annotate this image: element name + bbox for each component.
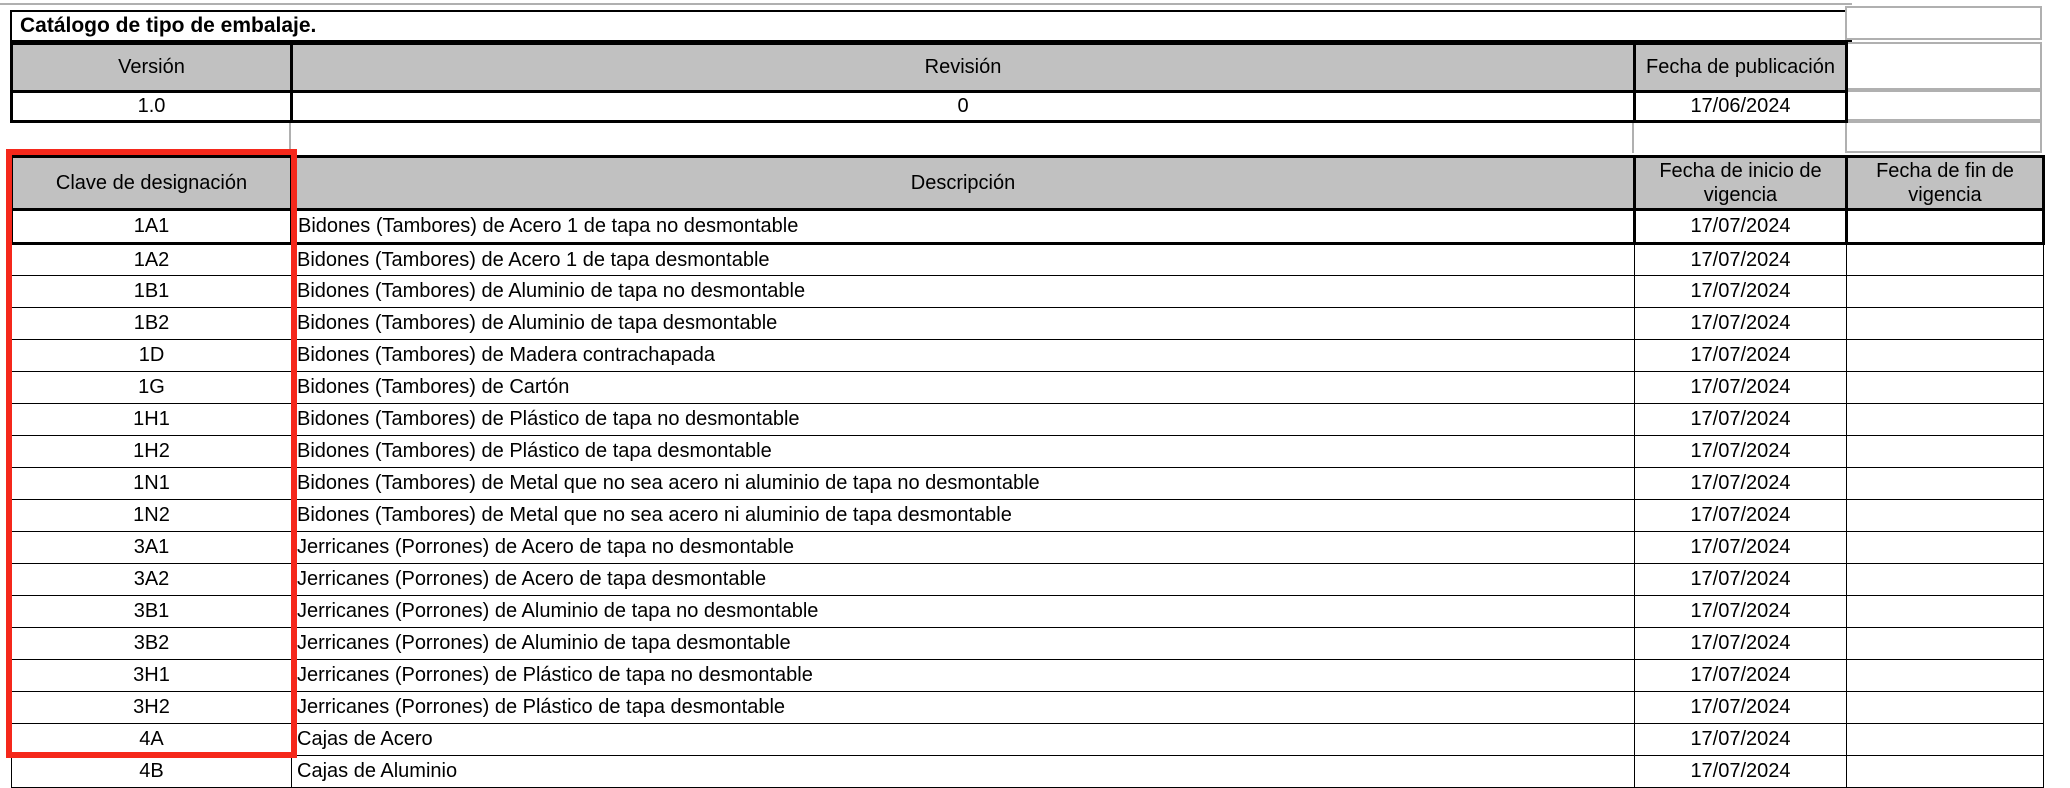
table-row bbox=[12, 660, 2044, 692]
cell-description[interactable]: Bidones (Tambores) de Aluminio de tapa desmontable bbox=[292, 308, 1635, 340]
table-row bbox=[12, 308, 2044, 340]
version-value-row bbox=[12, 92, 1847, 122]
empty-cell[interactable] bbox=[1845, 121, 2042, 153]
cell-start-date[interactable]: 17/07/2024 bbox=[1635, 724, 1847, 756]
cell-description[interactable]: Jerricanes (Porrones) de Aluminio de tapa desmontable bbox=[292, 628, 1635, 660]
version-header-cell[interactable]: Versión bbox=[12, 44, 292, 92]
table-row bbox=[12, 564, 2044, 596]
cell-start-date[interactable]: 17/07/2024 bbox=[1635, 500, 1847, 532]
revision-header-cell[interactable]: Revisión bbox=[292, 44, 1635, 92]
cell-designation-key[interactable]: 1A1 bbox=[12, 210, 292, 244]
cell-start-date[interactable]: 17/07/2024 bbox=[1635, 436, 1847, 468]
table-row bbox=[12, 532, 2044, 564]
designation-key-header-cell[interactable]: Clave de designación bbox=[12, 157, 292, 210]
cell-end-date[interactable] bbox=[1847, 596, 2044, 628]
cell-end-date[interactable] bbox=[1847, 564, 2044, 596]
sheet-title-cell[interactable] bbox=[10, 10, 1852, 42]
table-row bbox=[12, 628, 2044, 660]
cell-description[interactable]: Bidones (Tambores) de Aluminio de tapa no desmontable bbox=[292, 276, 1635, 308]
gridline-stub bbox=[1632, 121, 1634, 153]
cell-start-date[interactable]: 17/07/2024 bbox=[1635, 692, 1847, 724]
table-row bbox=[12, 276, 2044, 308]
table-row bbox=[12, 596, 2044, 628]
cell-start-date[interactable]: 17/07/2024 bbox=[1635, 276, 1847, 308]
cell-description[interactable]: Bidones (Tambores) de Acero 1 de tapa desmontable bbox=[292, 244, 1635, 276]
cell-start-date[interactable]: 17/07/2024 bbox=[1635, 756, 1847, 788]
cell-description[interactable]: Bidones (Tambores) de Metal que no sea acero ni aluminio de tapa desmontable bbox=[292, 500, 1635, 532]
cell-end-date[interactable] bbox=[1847, 756, 2044, 788]
top-gridline bbox=[0, 3, 1852, 5]
table-row bbox=[12, 244, 2044, 276]
cell-designation-key[interactable]: 4B bbox=[12, 756, 292, 788]
cell-description[interactable]: Cajas de Acero bbox=[292, 724, 1635, 756]
version-header-row bbox=[12, 44, 1847, 92]
cell-start-date[interactable]: 17/07/2024 bbox=[1635, 564, 1847, 596]
cell-start-date[interactable]: 17/07/2024 bbox=[1635, 244, 1847, 276]
table-row bbox=[12, 692, 2044, 724]
cell-description[interactable]: Cajas de Aluminio bbox=[292, 756, 1635, 788]
empty-cell[interactable] bbox=[1845, 90, 2042, 121]
cell-end-date[interactable] bbox=[1847, 500, 2044, 532]
empty-cell[interactable] bbox=[1845, 42, 2042, 90]
cell-start-date[interactable]: 17/07/2024 bbox=[1635, 308, 1847, 340]
cell-end-date[interactable] bbox=[1847, 532, 2044, 564]
cell-description[interactable]: Bidones (Tambores) de Madera contrachapada bbox=[292, 340, 1635, 372]
cell-designation-key[interactable]: 3A1 bbox=[12, 532, 292, 564]
catalog-header-row bbox=[12, 157, 2044, 210]
empty-cell[interactable] bbox=[1845, 6, 2042, 40]
cell-end-date[interactable] bbox=[1847, 340, 2044, 372]
cell-end-date[interactable] bbox=[1847, 724, 2044, 756]
cell-description[interactable]: Jerricanes (Porrones) de Plástico de tapa desmontable bbox=[292, 692, 1635, 724]
table-row bbox=[12, 372, 2044, 404]
table-row bbox=[12, 404, 2044, 436]
cell-end-date[interactable] bbox=[1847, 660, 2044, 692]
cell-end-date[interactable] bbox=[1847, 628, 2044, 660]
cell-description[interactable]: Bidones (Tambores) de Cartón bbox=[292, 372, 1635, 404]
cell-designation-key[interactable]: 1H2 bbox=[12, 436, 292, 468]
page-title: Catálogo de tipo de embalaje. bbox=[20, 14, 317, 37]
cell-designation-key[interactable]: 4A bbox=[12, 724, 292, 756]
table-row bbox=[12, 436, 2044, 468]
cell-end-date[interactable] bbox=[1847, 244, 2044, 276]
table-row bbox=[12, 340, 2044, 372]
description-header-cell[interactable]: Descripción bbox=[292, 157, 1635, 210]
cell-designation-key[interactable]: 3H1 bbox=[12, 660, 292, 692]
table-row bbox=[12, 756, 2044, 788]
cell-end-date[interactable] bbox=[1847, 692, 2044, 724]
cell-start-date[interactable]: 17/07/2024 bbox=[1635, 210, 1847, 244]
cell-designation-key[interactable]: 1B2 bbox=[12, 308, 292, 340]
cell-start-date[interactable]: 17/07/2024 bbox=[1635, 404, 1847, 436]
cell-start-date[interactable]: 17/07/2024 bbox=[1635, 532, 1847, 564]
cell-designation-key[interactable]: 1D bbox=[12, 340, 292, 372]
cell-designation-key[interactable]: 1N1 bbox=[12, 468, 292, 500]
cell-end-date[interactable] bbox=[1847, 210, 2044, 244]
cell-designation-key[interactable]: 1B1 bbox=[12, 276, 292, 308]
cell-designation-key[interactable]: 3H2 bbox=[12, 692, 292, 724]
cell-description[interactable]: Jerricanes (Porrones) de Acero de tapa no desmontable bbox=[292, 532, 1635, 564]
cell-end-date[interactable] bbox=[1847, 308, 2044, 340]
version-table bbox=[10, 42, 1848, 123]
cell-start-date[interactable]: 17/07/2024 bbox=[1635, 660, 1847, 692]
cell-description[interactable]: Bidones (Tambores) de Acero 1 de tapa no desmontable bbox=[292, 210, 1635, 244]
start-date-header-cell[interactable]: Fecha de inicio de vigencia bbox=[1635, 157, 1847, 210]
cell-designation-key[interactable]: 3A2 bbox=[12, 564, 292, 596]
catalog-body bbox=[12, 210, 2044, 788]
cell-start-date[interactable]: 17/07/2024 bbox=[1635, 372, 1847, 404]
cell-designation-key[interactable]: 1H1 bbox=[12, 404, 292, 436]
cell-designation-key[interactable]: 3B2 bbox=[12, 628, 292, 660]
cell-description[interactable]: Jerricanes (Porrones) de Plástico de tapa no desmontable bbox=[292, 660, 1635, 692]
cell-end-date[interactable] bbox=[1847, 372, 2044, 404]
cell-description[interactable]: Jerricanes (Porrones) de Acero de tapa desmontable bbox=[292, 564, 1635, 596]
cell-end-date[interactable] bbox=[1847, 404, 2044, 436]
cell-start-date[interactable]: 17/07/2024 bbox=[1635, 340, 1847, 372]
cell-end-date[interactable] bbox=[1847, 468, 2044, 500]
version-value-cell[interactable]: 1.0 bbox=[12, 92, 292, 122]
publication-date-header-cell[interactable]: Fecha de publicación bbox=[1635, 44, 1847, 92]
revision-value-cell[interactable]: 0 bbox=[292, 92, 1635, 122]
cell-description[interactable]: Jerricanes (Porrones) de Aluminio de tapa no desmontable bbox=[292, 596, 1635, 628]
table-row bbox=[12, 724, 2044, 756]
table-row bbox=[12, 468, 2044, 500]
cell-end-date[interactable] bbox=[1847, 276, 2044, 308]
publication-date-value-cell[interactable]: 17/06/2024 bbox=[1635, 92, 1847, 122]
cell-designation-key[interactable]: 1N2 bbox=[12, 500, 292, 532]
end-date-header-cell[interactable]: Fecha de fin de vigencia bbox=[1847, 157, 2044, 210]
catalog-table bbox=[10, 155, 2045, 788]
cell-description[interactable]: Bidones (Tambores) de Plástico de tapa desmontable bbox=[292, 436, 1635, 468]
cell-description[interactable]: Bidones (Tambores) de Plástico de tapa no desmontable bbox=[292, 404, 1635, 436]
cell-start-date[interactable]: 17/07/2024 bbox=[1635, 596, 1847, 628]
table-row bbox=[12, 500, 2044, 532]
cell-start-date[interactable]: 17/07/2024 bbox=[1635, 468, 1847, 500]
table-row bbox=[12, 210, 2044, 244]
cell-designation-key[interactable]: 3B1 bbox=[12, 596, 292, 628]
cell-designation-key[interactable]: 1G bbox=[12, 372, 292, 404]
cell-start-date[interactable]: 17/07/2024 bbox=[1635, 628, 1847, 660]
gridline-stub bbox=[289, 121, 291, 153]
cell-end-date[interactable] bbox=[1847, 436, 2044, 468]
cell-designation-key[interactable]: 1A2 bbox=[12, 244, 292, 276]
cell-description[interactable]: Bidones (Tambores) de Metal que no sea acero ni aluminio de tapa no desmontable bbox=[292, 468, 1635, 500]
